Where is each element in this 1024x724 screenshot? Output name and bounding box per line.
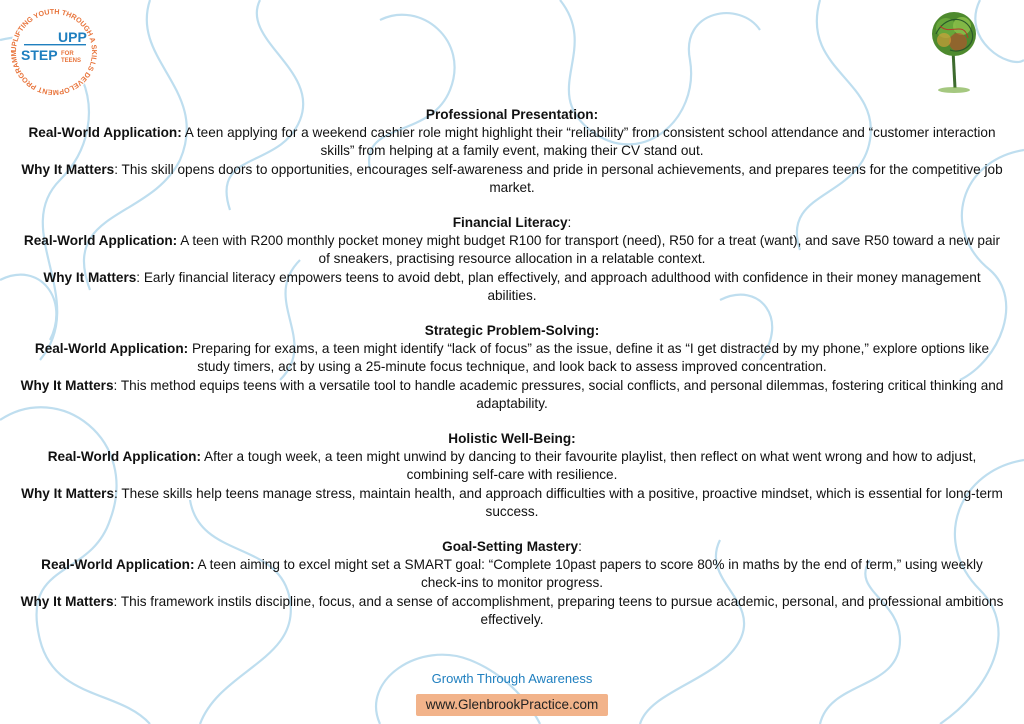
- section-title: Professional Presentation:: [425, 107, 599, 122]
- section-goal-setting-mastery: [20, 538, 1004, 629]
- application-text: After a tough week, a teen might unwind by dancing to their favourite playlist, then reflect on what went wrong and how to adjust, combining self-care with resilience.: [201, 449, 977, 483]
- why-it-matters: [20, 269, 1004, 305]
- matters-label: Why It Matters: [20, 377, 114, 393]
- section-title-suffix: :: [578, 539, 582, 555]
- why-it-matters: [20, 593, 1004, 629]
- tree-icon: [920, 6, 988, 96]
- application-label: Real-World Application:: [47, 449, 201, 465]
- tree-illustration: [920, 6, 988, 96]
- matters-text: : This framework instils discipline, focus, and a sense of accomplishment, preparing teens to pursue academic, personal, and professional ambitions effectively.: [113, 593, 1004, 627]
- real-world-application: [20, 448, 1004, 484]
- application-label: Real-World Application:: [34, 341, 189, 357]
- section-strategic-problem-solving: [20, 322, 1004, 413]
- application-label: Real-World Application:: [41, 557, 195, 573]
- matters-text: : This method equips teens with a versatile tool to handle academic pressures, social conflicts, and personal dilemmas, fostering critical thinking and adaptability.: [113, 377, 1004, 411]
- section-financial-literacy: [20, 214, 1004, 305]
- real-world-application: [20, 340, 1004, 376]
- section-title-text: Goal-Setting Mastery: [442, 539, 579, 555]
- logo-upp: UPP: [58, 29, 87, 45]
- main-content: [20, 106, 1004, 646]
- application-text: A teen applying for a weekend cashier role might highlight their “reliability” from consistent school attendance and “customer interaction skills” from helping at a family event, making their CV stand out.: [181, 125, 996, 159]
- matters-label: Why It Matters: [43, 269, 137, 285]
- application-label: Real-World Application:: [23, 233, 178, 249]
- logo-ring-text: UPLIFTING YOUTH THROUGH A SKILLS DEVELOPMENT PROGRAMM: [8, 6, 100, 98]
- section-title-suffix: :: [567, 215, 572, 231]
- matters-text: : This skill opens doors to opportunities, encourages self-awareness and pride in personal achievements, and prepares teens for the competitive job market.: [114, 161, 1003, 195]
- why-it-matters: [20, 377, 1004, 413]
- matters-label: Why It Matters: [21, 485, 115, 501]
- section-professional-presentation: [20, 106, 1004, 197]
- logo-teens: TEENS: [61, 58, 82, 64]
- why-it-matters: [20, 161, 1004, 197]
- footer-url-wrap: [0, 694, 1024, 716]
- matters-text: : Early financial literacy empowers teens to avoid debt, plan effectively, and approach adulthood with confidence in their money management abilities.: [136, 269, 981, 303]
- logo-for: FOR: [61, 51, 74, 57]
- matters-label: Why It Matters: [21, 161, 115, 177]
- logo-step: STEP: [21, 47, 58, 63]
- upp-step-for-teens-logo: [6, 4, 102, 100]
- application-text: A teen with R200 monthly pocket money might budget R100 for transport (need), R50 for a treat (want), and save R50 toward a new pair of sneakers, practising resource allocation in a relatable context.: [177, 233, 1001, 267]
- section-holistic-well-being: [20, 430, 1004, 521]
- section-title: Holistic Well-Being:: [448, 431, 576, 447]
- real-world-application: [20, 232, 1004, 268]
- website-link[interactable]: www.GlenbrookPractice.com: [416, 694, 609, 716]
- section-title: [20, 538, 1004, 556]
- section-title: Strategic Problem-Solving:: [424, 323, 600, 339]
- real-world-application: [20, 556, 1004, 592]
- section-title: [20, 214, 1004, 232]
- matters-text: : These skills help teens manage stress, maintain health, and approach difficulties with a positive, proactive mindset, which is essential for long-term success.: [114, 485, 1003, 519]
- matters-label: Why It Matters: [20, 593, 114, 609]
- footer-tagline: Growth Through Awareness: [431, 671, 593, 686]
- why-it-matters: [20, 485, 1004, 521]
- section-title-text: Financial Literacy: [452, 215, 568, 231]
- logo-emblem: [6, 4, 102, 100]
- real-world-application: [20, 124, 1004, 160]
- application-label: Real-World Application:: [28, 125, 182, 141]
- application-text: A teen aiming to excel might set a SMART goal: “Complete 10past papers to score 80% in maths by the end of term,” using weekly check-ins to monitor progress.: [194, 557, 983, 591]
- application-text: Preparing for exams, a teen might identify “lack of focus” as the issue, define it as “I get distracted by my phone,” explore options like study timers, act by using a 25-minute focus technique, and look back to assess improved concentration.: [188, 341, 990, 375]
